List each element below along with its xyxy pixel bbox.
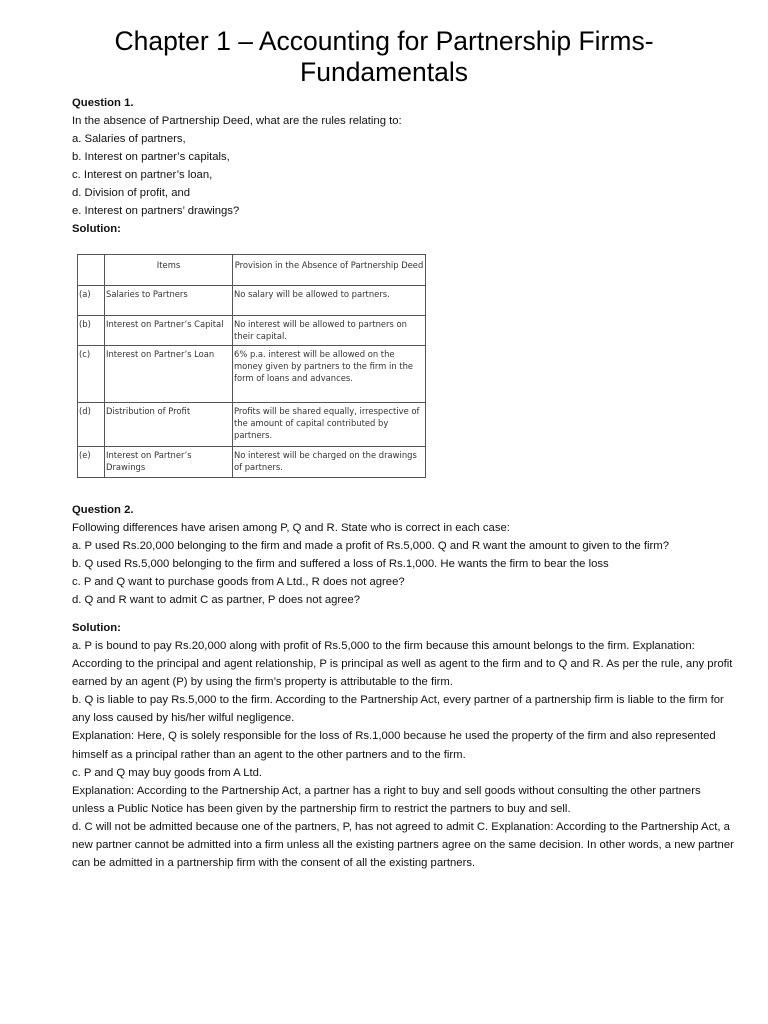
question-2-heading: Question 2. — [72, 504, 134, 516]
table-cell-provision: 6% p.a. interest will be allowed on the money given by partners to the firm in the form of loans and advances. — [233, 346, 426, 403]
table-header-id — [78, 255, 105, 286]
table-cell-provision: No salary will be allowed to partners. — [233, 286, 426, 316]
question-2 — [72, 501, 742, 609]
table-cell-item: Interest on Partner’s Loan — [105, 346, 233, 403]
question-2-prompt: Following differences have arisen among P, Q and R. State who is correct in each case: — [72, 522, 510, 534]
question-2-item-d: d. Q and R want to admit C as partner, P does not agree? — [72, 594, 361, 606]
table-cell-item: Interest on Partner’s Drawings — [105, 447, 233, 478]
table-cell-item: Distribution of Profit — [105, 403, 233, 447]
question-1-item-c: c. Interest on partner’s loan, — [72, 169, 213, 181]
question-2-item-c: c. P and Q want to purchase goods from A Ltd., R does not agree? — [72, 576, 405, 588]
table-cell-provision: No interest will be allowed to partners on their capital. — [233, 316, 426, 346]
title-line-2: Fundamentals — [300, 57, 468, 87]
page-title — [40, 26, 728, 88]
title-line-1: Chapter 1 – Accounting for Partnership Firms- — [114, 26, 654, 56]
question-2-item-b: b. Q used Rs.5,000 belonging to the firm and suffered a loss of Rs.1,000. He wants the firm to bear the loss — [72, 558, 609, 570]
table-header-row — [78, 255, 426, 286]
solution-paragraph-a: a. P is bound to pay Rs.20,000 along with profit of Rs.5,000 to the firm because this amount belongs to the firm. Explanation: According to the principal and agent relationship, P is principal as well as agent to the firm and to Q and R. As per the rule, any profit earned by an agent (P) by using the firm’s property is attributable to the firm. — [72, 640, 733, 689]
question-2-solution — [72, 619, 742, 872]
question-1-solution-label: Solution: — [72, 223, 121, 235]
table-row — [78, 316, 426, 346]
question-2-solution-label: Solution: — [72, 622, 121, 634]
question-1-item-e: e. Interest on partners’ drawings? — [72, 205, 240, 217]
solution-paragraph-b-explanation: Explanation: Here, Q is solely responsible for the loss of Rs.1,000 because he used the property of the firm and also represented himself as a principal rather than an agent to the other partners and to the firm. — [72, 730, 716, 761]
table-cell-id: (c) — [78, 346, 105, 403]
table-header-provision: Provision in the Absence of Partnership Deed — [233, 255, 426, 286]
table-row — [78, 403, 426, 447]
table-cell-item: Interest on Partner’s Capital — [105, 316, 233, 346]
table-cell-id: (e) — [78, 447, 105, 478]
table-row — [78, 346, 426, 403]
table-header-items: Items — [105, 255, 233, 286]
table-cell-id: (d) — [78, 403, 105, 447]
table-row — [78, 286, 426, 316]
question-1 — [72, 94, 742, 238]
question-1-item-d: d. Division of profit, and — [72, 187, 191, 199]
solution-paragraph-c: c. P and Q may buy goods from A Ltd. — [72, 766, 263, 779]
question-1-prompt: In the absence of Partnership Deed, what are the rules relating to: — [72, 115, 402, 127]
table-row — [78, 447, 426, 478]
question-1-item-b: b. Interest on partner’s capitals, — [72, 151, 230, 163]
table-cell-provision: No interest will be charged on the drawings of partners. — [233, 447, 426, 478]
table-cell-provision: Profits will be shared equally, irrespective of the amount of capital contributed by partners. — [233, 403, 426, 447]
provisions-table — [77, 254, 426, 478]
table-cell-id: (b) — [78, 316, 105, 346]
solution-paragraph-c-explanation: Explanation: According to the Partnership Act, a partner has a right to buy and sell goods without consulting the other partners unless a Public Notice has been given by the partnership firm to restrict the partners to buy and sell. — [72, 784, 701, 815]
solution-paragraph-b: b. Q is liable to pay Rs.5,000 to the firm. According to the Partnership Act, every partner of a partnership firm is liable to the firm for any loss caused by his/her wilful negligence. — [72, 694, 724, 725]
table-cell-id: (a) — [78, 286, 105, 316]
question-1-item-a: a. Salaries of partners, — [72, 133, 186, 145]
table-cell-item: Salaries to Partners — [105, 286, 233, 316]
question-2-item-a: a. P used Rs.20,000 belonging to the firm and made a profit of Rs.5,000. Q and R want the amount to given to the firm? — [72, 540, 669, 552]
solution-paragraph-d: d. C will not be admitted because one of the partners, P, has not agreed to admit C. Explanation: According to the Partnership Act, a new partner cannot be admitted into a firm unless all the existing partners agree on the same decision. In other words, a new partner can be admitted in a partnership firm with the consent of all the existing partners. — [72, 820, 734, 870]
question-1-heading: Question 1. — [72, 97, 134, 109]
